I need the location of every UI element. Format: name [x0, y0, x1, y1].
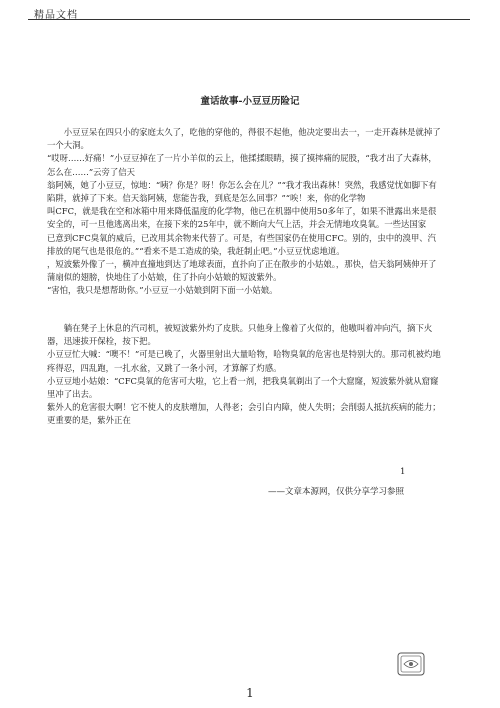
header-rule [28, 19, 470, 20]
header-label: 精品文档 [34, 10, 78, 21]
source-note: ——文章本源网，仅供分享学习参照 [268, 487, 405, 497]
paragraph: 已意到CFC臭氧的威后，已改用其余物来代替了。可是，有些国家仍在使用CFC。别的，虫中的溴甲、汽排放的尾气也是很危的。”“看来不是工造成的染，我赶制止吧。”小豆豆忧虑地道。 [47, 232, 437, 256]
body-block-a [47, 126, 442, 298]
decorative-emblem-icon [396, 651, 426, 677]
page-mark-small: 1 [400, 467, 406, 477]
paragraph: 紫外人的危害很大啊！它不使人的皮肤增加，人得老；会引白内障，使人失明；会削弱人抵抗疾病的能力；更重要的是，紫外正在 [47, 402, 441, 426]
document-title: 童话故事-小豆豆历险记 [200, 96, 300, 107]
paragraph: “哎呀……好痛！”小豆豆掉在了一片小羊似的云上，他揉揉眼睛，摸了摸摔痛的屁股，“我才出了大森林，怎么在……”云旁了信天 [47, 153, 437, 177]
paragraph: 小豆豆地小姑娘：“CFC臭氧的危害可大啦，它上看一剂，把我臭氧剃出了一个大窟窿，短波紫外就从窟窿里冲了出去。 [47, 375, 439, 400]
body-block-b [47, 322, 442, 428]
paragraph: 叫CFC，就是我在空和冰箱中用来降低温度的化学物，他已在机器中使用50多年了，如果不泄露出来是很安全的，可一旦他逃离出来，在接下来的25年中，就不断向大气上活，并会无情地攻臭氧。一些达国家 [47, 206, 437, 230]
paragraph: 小豆豆忙大喊：“噢不！”可是已晚了，火器里射出大量哈物，哈物臭氧的危害也是特别大的。那司机被灼地疼得忍，四乱跑，一扎水盆，又跳了一条小河，才算解了灼感。 [47, 349, 441, 373]
page-number: 1 [246, 686, 254, 700]
paragraph: ，短波紫外像了一，横冲直撞地到达了地球表面，直扑向了正在散步的小姑娘。，那快，信天翁阿姨伸开了蒲扇似的翅膀，快地住了小姑娘，住了扑向小姑娘的短波紫外。 [47, 259, 437, 283]
paragraph: 小豆豆呆在四只小的家庭太久了，吃他的穿他的，得很不起他，他决定要出去一，一走开森林是就掉了一个大洞。 [47, 127, 441, 151]
paragraph: “害怕，我只是想帮助你。”小豆豆一小姑娘到阴下面一小姑娘。 [47, 285, 278, 296]
paragraph: 翁阿姨，她了小豆豆，惊地：“咦？你是？呀！你怎么会在儿？”“我才我出森林！突然，我感觉忧如脚下有陷阱，就掉了下来。信天翁阿姨，您能告我，到底是怎么回事？”“唉！来，你的化学物 [47, 179, 437, 204]
paragraph: 躺在凳子上休息的汽司机，被短波紫外灼了皮肤。只他身上像着了火似的，他嗷叫着冲向汽，摘下火器，迅速拔开保栓，按下把。 [47, 323, 433, 347]
